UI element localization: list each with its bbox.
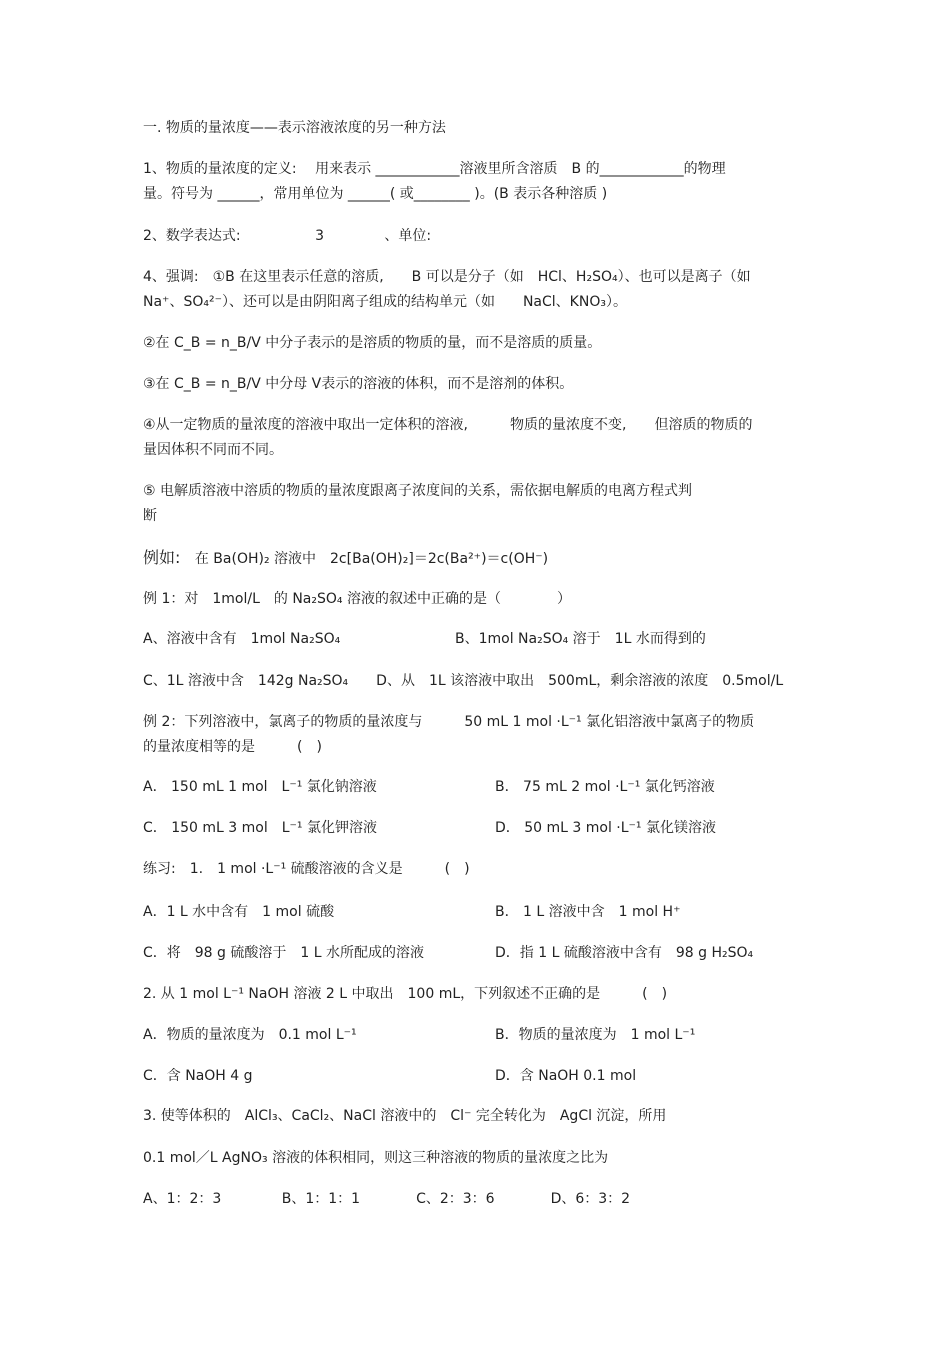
example-1-option-b: B、1mol Na₂SO₄ 溶于 1L 水而得到的 <box>455 631 706 647</box>
note-4-line-1: ④从一定物质的量浓度的溶液中取出一定体积的溶液, 物质的量浓度不变, 但溶质的物质的 <box>143 417 753 433</box>
note-4-line-2: 量因体积不同而不同。 <box>143 442 283 458</box>
note-5-line-2: 断 <box>143 508 157 524</box>
example-text: 在 Ba(OH)₂ 溶液中 2c[Ba(OH)₂]＝2c(Ba²⁺)＝c(OH⁻) <box>194 551 549 567</box>
example-2-option-b: B． 75 mL 2 mol ·L⁻¹ 氯化钙溶液 <box>495 779 715 795</box>
practice-2-question: 2. 从 1 mol L⁻¹ NaOH 溶液 2 L 中取出 100 mL，下列叙述不正确的是 ( ) <box>143 986 668 1002</box>
example-2-question-line-1: 例 2：下列溶液中，氯离子的物质的量浓度与 50 mL 1 mol ·L⁻¹ 氯化铝溶液中氯离子的物质 <box>143 714 755 730</box>
definition-line-1: 1、物质的量浓度的定义: 用来表示 ____________溶液里所含溶质 B 的____________的物理 <box>143 161 726 177</box>
emphasis-line-1: 4、强调: ①B 在这里表示任意的溶质, B 可以是分子（如 HCl、H₂SO₄）、也可以是离子（如 <box>143 269 751 285</box>
section-title: 一. 物质的量浓度——表示溶液浓度的另一种方法 <box>143 120 446 136</box>
example-1-question: 例 1：对 1mol/L 的 Na₂SO₄ 溶液的叙述中正确的是（ ） <box>143 591 571 607</box>
practice-3-options: A、1：2：3 B、1：1：1 C、2：3：6 D、6：3：2 <box>143 1191 631 1207</box>
practice-1-option-b: B． 1 L 溶液中含 1 mol H⁺ <box>495 904 681 920</box>
formula-line: 2、数学表达式: 3 、单位: <box>143 228 432 244</box>
practice-1-option-a: A．1 L 水中含有 1 mol 硫酸 <box>143 904 335 920</box>
example-2-option-a: A． 150 mL 1 mol L⁻¹ 氯化钠溶液 <box>143 779 377 795</box>
example-label: 例如: <box>143 548 181 567</box>
practice-2-option-b: B．物质的量浓度为 1 mol L⁻¹ <box>495 1027 696 1043</box>
practice-3-line-1: 3. 使等体积的 AlCl₃、CaCl₂、NaCl 溶液中的 Cl⁻ 完全转化为 AgCl 沉淀，所用 <box>143 1108 667 1124</box>
emphasis-line-2: Na⁺、SO₄²⁻）、还可以是由阴阳离子组成的结构单元（如 NaCl、KNO₃）。 <box>143 294 627 310</box>
practice-3-line-2: 0.1 mol／L AgNO₃ 溶液的体积相同，则这三种溶液的物质的量浓度之比为 <box>143 1150 609 1166</box>
note-3: ③在 C_B = n_B/V 中分母 V表示的溶液的体积，而不是溶剂的体积。 <box>143 376 574 392</box>
example-1-option-cd: C、1L 溶液中含 142g Na₂SO₄ D、从 1L 该溶液中取出 500mL，剩余溶液的浓度 0.5mol/L <box>143 673 784 689</box>
practice-2-option-c: C．含 NaOH 4 g <box>143 1068 253 1084</box>
example-2-question-line-2: 的量浓度相等的是 ( ) <box>143 739 322 755</box>
example-1-option-a: A、溶液中含有 1mol Na₂SO₄ <box>143 631 341 647</box>
practice-1-option-c: C．将 98 g 硫酸溶于 1 L 水所配成的溶液 <box>143 945 424 961</box>
practice-2-option-a: A．物质的量浓度为 0.1 mol L⁻¹ <box>143 1027 357 1043</box>
definition-line-2: 量。符号为 ______，常用单位为 ______( 或________ )。(B 表示各种溶质 ) <box>143 186 608 202</box>
note-2: ②在 C_B = n_B/V 中分子表示的是溶质的物质的量，而不是溶质的质量。 <box>143 335 602 351</box>
example-2-option-c: C． 150 mL 3 mol L⁻¹ 氯化钾溶液 <box>143 820 377 836</box>
example-intro <box>143 548 548 569</box>
practice-1-option-d: D．指 1 L 硫酸溶液中含有 98 g H₂SO₄ <box>495 945 754 961</box>
example-2-option-d: D． 50 mL 3 mol ·L⁻¹ 氯化镁溶液 <box>495 820 716 836</box>
practice-2-option-d: D．含 NaOH 0.1 mol <box>495 1068 637 1084</box>
practice-1-question: 练习: 1. 1 mol ·L⁻¹ 硫酸溶液的含义是 ( ) <box>143 861 470 877</box>
note-5-line-1: ⑤ 电解质溶液中溶质的物质的量浓度跟离子浓度间的关系，需依据电解质的电离方程式判 <box>143 483 692 499</box>
